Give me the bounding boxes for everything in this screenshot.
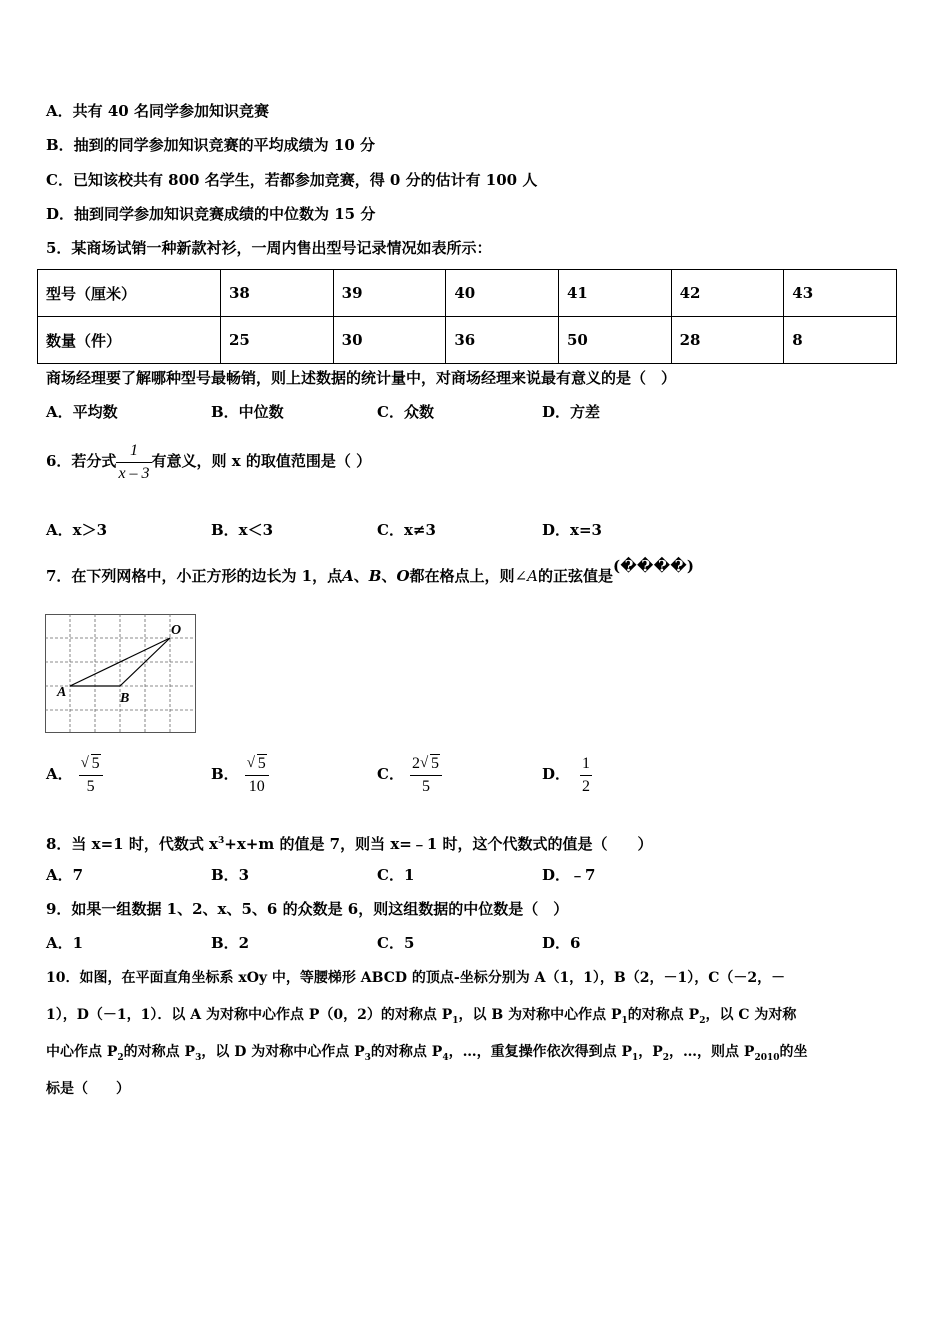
coefficient: 2 xyxy=(411,754,420,772)
table-cell: 41 xyxy=(558,270,671,317)
option-fraction xyxy=(245,753,269,798)
option-label: C． xyxy=(377,765,404,783)
table-cell: 数量（件） xyxy=(38,317,221,364)
q5-option-a: A．平均数 xyxy=(46,403,118,421)
q8-stem-b: +x+m 的值是 7，则当 x=﹣1 时，这个代数式的值是（ ） xyxy=(224,835,653,853)
table-cell: 型号（厘米） xyxy=(38,270,221,317)
q10-line-2 xyxy=(46,1005,796,1031)
subscript: 1 xyxy=(452,1015,459,1026)
fraction-denominator: 2 xyxy=(582,777,591,795)
table-cell: 28 xyxy=(671,317,784,364)
table-cell: 36 xyxy=(446,317,559,364)
q9-stem: 9．如果一组数据 1、2、x、5、6 的众数是 6，则这组数据的中位数是（ ） xyxy=(46,900,569,918)
fraction-denominator: 5 xyxy=(86,777,95,795)
q4-option-a: A．共有 40 名同学参加知识竞赛 xyxy=(46,102,269,120)
subscript: 2 xyxy=(699,1015,706,1026)
option-fraction xyxy=(79,753,103,798)
radicand: 5 xyxy=(91,754,100,772)
q8-option-b: B．3 xyxy=(211,866,250,884)
q7-grid-figure xyxy=(45,614,197,734)
q8-option-c: C．1 xyxy=(377,866,415,884)
option-label: D． xyxy=(542,765,571,783)
q7-stem-c: 的正弦值是 xyxy=(537,567,613,585)
table-cell: 42 xyxy=(671,270,784,317)
sqrt-icon: √ 5 xyxy=(246,754,266,772)
q4-option-b: B．抽到的同学参加知识竞赛的平均成绩为 10 分 xyxy=(46,136,375,154)
fraction-denominator: 10 xyxy=(248,777,265,795)
text-run: ，P xyxy=(638,1044,663,1060)
figure-label-o: O xyxy=(171,623,182,638)
q5-question: 商场经理要了解哪种型号最畅销，则上述数据的统计量中，对商场经理来说最有意义的是（ ） xyxy=(46,369,677,387)
q6-fraction xyxy=(116,440,151,485)
q7-stem-a: 7．在下列网格中，小正方形的边长为 1，点 xyxy=(46,567,343,585)
text-run: ，…，则点 P xyxy=(669,1044,755,1060)
q8-option-a: A．7 xyxy=(46,866,84,884)
q10-line-4: 标是（ ） xyxy=(46,1081,130,1097)
fraction-numerator: 1 xyxy=(116,440,151,463)
q7-option-a xyxy=(46,748,103,800)
q6-option-a: A．x＞3 xyxy=(46,521,108,539)
option-fraction xyxy=(410,753,442,798)
radicand: 5 xyxy=(430,754,439,772)
figure-label-a: A xyxy=(57,685,67,700)
q7-option-d xyxy=(542,748,592,800)
q5-option-c: C．众数 xyxy=(377,403,434,421)
q10-line-1: 10．如图，在平面直角坐标系 xOy 中，等腰梯形 ABCD 的顶点-坐标分别为 A（1，1），B（2，－1），C（－2，－ xyxy=(46,970,786,986)
q7-angle: ∠A xyxy=(514,567,538,585)
q7-sep: 、 xyxy=(381,567,397,585)
subscript: 2010 xyxy=(754,1052,780,1063)
fraction-numerator xyxy=(245,753,269,776)
table-cell: 25 xyxy=(221,317,334,364)
fraction-numerator: 1 xyxy=(580,753,592,776)
q7-option-b xyxy=(211,748,269,800)
q5-table xyxy=(37,269,897,364)
sqrt-icon: √ 5 xyxy=(419,754,439,772)
table-cell: 39 xyxy=(333,270,446,317)
q6-suffix: 有意义，则 x 的取值范围是（ ） xyxy=(151,452,372,470)
q9-option-d: D．6 xyxy=(542,934,581,952)
text-run: 的坐 xyxy=(779,1044,808,1060)
subscript: 2 xyxy=(662,1052,670,1063)
q7-tail: (����) xyxy=(612,557,694,575)
subscript: 2 xyxy=(117,1052,124,1063)
q7-option-c xyxy=(377,748,442,800)
sqrt-icon: √ 5 xyxy=(80,754,100,772)
fraction-denominator: x – 3 xyxy=(118,464,150,482)
q6-stem xyxy=(46,437,371,485)
q7-point-b: B xyxy=(368,567,382,585)
subscript: 4 xyxy=(442,1052,449,1063)
q7-stem-b: 都在格点上，则 xyxy=(409,567,515,585)
table-cell: 38 xyxy=(221,270,334,317)
fraction-numerator xyxy=(410,753,442,776)
q9-option-a: A．1 xyxy=(46,934,84,952)
table-row xyxy=(38,317,897,364)
table-cell: 30 xyxy=(333,317,446,364)
text-run: ，以 D 为对称中心作点 P xyxy=(201,1044,365,1060)
q5-stem: 5．某商场试销一种新款衬衫，一周内售出型号记录情况如表所示： xyxy=(46,239,492,257)
option-label: B． xyxy=(211,765,239,783)
table-cell: 50 xyxy=(558,317,671,364)
text-run: 的对称点 P xyxy=(370,1044,443,1060)
subscript: 3 xyxy=(364,1052,371,1063)
q7-stem xyxy=(46,557,694,586)
table-cell: 8 xyxy=(784,317,897,364)
q8-stem xyxy=(46,831,653,854)
subscript: 1 xyxy=(631,1052,639,1063)
q9-option-b: B．2 xyxy=(211,934,250,952)
text-run: 的对称点 P xyxy=(123,1044,196,1060)
fraction-denominator: 5 xyxy=(421,777,430,795)
text-run: ，…，重复操作依次得到点 P xyxy=(448,1044,632,1060)
q8-stem-a: 8．当 x=1 时，代数式 x xyxy=(46,835,218,853)
q5-option-b: B．中位数 xyxy=(211,403,284,421)
table-cell: 43 xyxy=(784,270,897,317)
q6-option-b: B．x＜3 xyxy=(211,521,274,539)
q4-option-c: C．已知该校共有 800 名学生，若都参加竞赛，得 0 分的估计有 100 人 xyxy=(46,171,538,189)
q7-point-o: O xyxy=(396,567,410,585)
option-label: A． xyxy=(46,765,73,783)
text-run: 的对称点 P xyxy=(627,1007,700,1023)
text-run: ，以 B 为对称中心作点 P xyxy=(458,1007,622,1023)
option-fraction xyxy=(580,753,592,798)
text-run: 中心作点 P xyxy=(46,1044,118,1060)
q6-prefix: 6．若分式 xyxy=(46,452,117,470)
subscript: 1 xyxy=(621,1015,628,1026)
figure-label-b: B xyxy=(120,691,130,706)
radicand: 5 xyxy=(257,754,266,772)
subscript: 3 xyxy=(195,1052,202,1063)
q6-option-c: C．x≠3 xyxy=(377,521,436,539)
text-run: ，以 C 为对称 xyxy=(705,1007,797,1023)
q6-option-d: D．x=3 xyxy=(542,521,602,539)
q8-option-d: D．﹣7 xyxy=(542,866,596,884)
q5-option-d: D．方差 xyxy=(542,403,601,421)
q10-line-3 xyxy=(46,1042,808,1068)
q7-sep: 、 xyxy=(353,567,369,585)
q7-point-a: A xyxy=(342,567,354,585)
text-run: 1），D（－1，1）．以 A 为对称中心作点 P（0，2）的对称点 P xyxy=(46,1007,453,1023)
q8-exponent: 3 xyxy=(218,836,225,846)
q4-option-d: D．抽到同学参加知识竞赛成绩的中位数为 15 分 xyxy=(46,205,376,223)
table-row xyxy=(38,270,897,317)
fraction-numerator xyxy=(79,753,103,776)
table-cell: 40 xyxy=(446,270,559,317)
q9-option-c: C．5 xyxy=(377,934,415,952)
